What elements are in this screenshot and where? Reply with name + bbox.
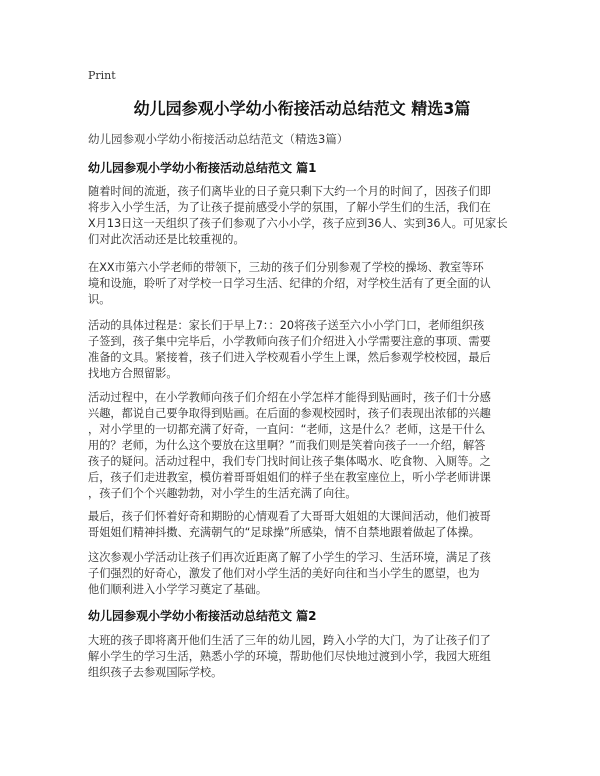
paragraph-1-1 [88, 184, 518, 248]
paragraph-line: 活动过程中，在小学教师向孩子们介绍在小学怎样才能得到贴画时，孩子们十分感 [88, 391, 491, 404]
paragraph-line: X月13日这一天组织了孩子们参观了六小小学，孩子应到36人、实到36人。可见家长 [88, 217, 508, 230]
paragraph-line: 组织孩子去参观国际学校。 [88, 666, 223, 679]
paragraph-line: 将步入小学生活，为了让孩子提前感受小学的氛围，了解小学生们的生活，我们在 [88, 201, 491, 214]
paragraph-line: 解小学生的学习生活，熟悉小学的环境，帮助他们尽快地过渡到小学，我园大班组 [88, 650, 491, 663]
paragraph-2-1 [88, 633, 518, 681]
paragraph-line: 找地方合照留影。 [88, 367, 178, 380]
paragraph-line: 他们顺利进入小学学习奠定了基础。 [88, 583, 268, 596]
paragraph-line: ，对小学里的一切都充满了好奇，一直问：“老师，这是什么？老师，这是干什么 [88, 423, 486, 436]
section-heading-1: 幼儿园参观小学幼小衔接活动总结范文 篇1 [88, 161, 317, 175]
paragraph-line: 大班的孩子即将离开他们生活了三年的幼儿园，跨入小学的大门，为了让孩子们了 [88, 634, 491, 647]
page-title: 幼儿园参观小学幼小衔接活动总结范文 精选3篇 [133, 99, 471, 118]
section-heading-2: 幼儿园参观小学幼小衔接活动总结范文 篇2 [88, 609, 317, 623]
paragraph-line: 识。 [88, 293, 111, 306]
document-subtitle: 幼儿园参观小学幼小衔接活动总结范文（精选3篇） [88, 132, 349, 146]
paragraph-line: 这次参观小学活动让孩子们再次近距离了解了小学生的学习、生活环境，满足了孩 [88, 551, 491, 564]
paragraph-line: 子签到，孩子集中完毕后，小学教师向孩子们介绍进入小学需要注意的事项、需要 [88, 335, 491, 348]
paragraph-line: 用的？老师，为什么这个要放在这里啊？”而我们则是笑着向孩子一一介绍，解答 [88, 439, 486, 452]
paragraph-line: 在XX市第六小学老师的带领下，三劫的孩子们分别参观了学校的操场、教室等环 [88, 261, 484, 274]
paragraph-line: 孩子的疑问。活动过程中，我们专门找时间让孩子集体喝水、吃食物、入厕等。之 [88, 455, 491, 468]
paragraph-line: 境和设施，聆听了对学校一日学习生活、纪律的介绍，对学校生活有了更全面的认 [88, 277, 491, 290]
paragraph-line: 们对此次活动还是比较重视的。 [88, 233, 245, 246]
paragraph-line: 活动的具体过程是：家长们于早上7：：20将孩子送至六小小学门口，老师组织孩 [88, 319, 485, 332]
paragraph-line: 准备的文具。紧接着，孩子们进入学校观看小学生上课，然后参观学校校园，最后 [88, 351, 491, 364]
paragraph-1-2 [88, 260, 518, 308]
paragraph-line: 兴趣，都说自己要争取得到贴画。在后面的参观校园时，孩子们表现出浓郁的兴趣 [88, 407, 491, 420]
paragraph-1-4 [88, 390, 518, 502]
paragraph-line: 后，孩子们走进教室，模仿着哥哥姐姐们的样子坐在教室座位上，听小学老师讲课 [88, 471, 491, 484]
paragraph-1-3 [88, 318, 518, 382]
paragraph-line: 哥姐姐们精神抖擞、充满朝气的“足球操”所感染，情不自禁地跟着做起了体操。 [88, 526, 480, 539]
paragraph-1-5 [88, 509, 518, 541]
paragraph-line: 最后，孩子们怀着好奇和期盼的心情观看了大哥哥大姐姐的大课间活动，他们被哥 [88, 510, 491, 523]
paragraph-line: 子们强烈的好奇心，激发了他们对小学生活的美好向往和当小学生的愿望，也为 [88, 567, 480, 580]
paragraph-line: ，孩子们个个兴趣勃勃，对小学生的生活充满了向往。 [88, 487, 357, 500]
print-label[interactable]: Print [88, 69, 116, 82]
paragraph-line: 随着时间的流逝，孩子们离毕业的日子竟只剩下大约一个月的时间了，因孩子们即 [88, 185, 491, 198]
paragraph-1-6 [88, 550, 518, 598]
